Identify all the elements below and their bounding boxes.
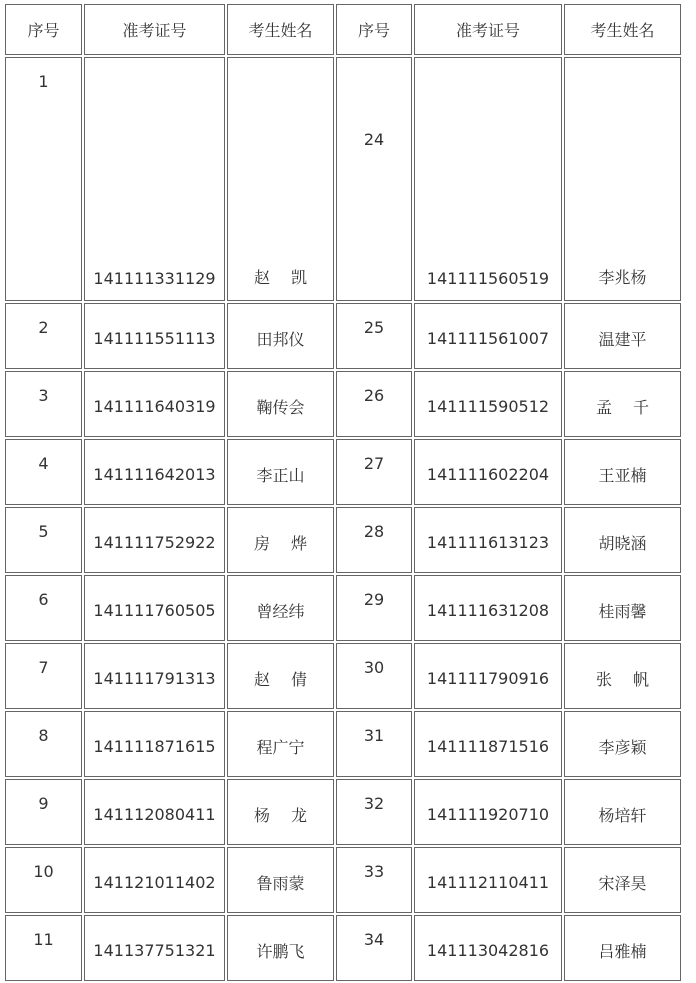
name-right: 张 帆 bbox=[564, 643, 681, 709]
candidate-table bbox=[3, 2, 683, 983]
seq-right: 29 bbox=[336, 575, 412, 641]
name-right: 桂雨馨 bbox=[564, 575, 681, 641]
seq-right: 30 bbox=[336, 643, 412, 709]
exam-id-left: 141111752922 bbox=[84, 507, 225, 573]
exam-id-right: 141111590512 bbox=[414, 371, 562, 437]
exam-id-left: 141137751321 bbox=[84, 915, 225, 981]
table-row bbox=[5, 643, 681, 709]
table-row bbox=[5, 779, 681, 845]
name-right: 杨培轩 bbox=[564, 779, 681, 845]
table-row bbox=[5, 439, 681, 505]
name-right: 李彦颖 bbox=[564, 711, 681, 777]
header-exam-id-right: 准考证号 bbox=[414, 4, 562, 55]
seq-left: 11 bbox=[5, 915, 82, 981]
name-left: 赵 凯 bbox=[227, 57, 334, 301]
exam-id-right: 141111871516 bbox=[414, 711, 562, 777]
seq-right: 26 bbox=[336, 371, 412, 437]
name-right: 李兆杨 bbox=[564, 57, 681, 301]
name-right: 宋泽昊 bbox=[564, 847, 681, 913]
seq-left: 10 bbox=[5, 847, 82, 913]
table-row bbox=[5, 847, 681, 913]
exam-id-right: 141111561007 bbox=[414, 303, 562, 369]
header-exam-id-left: 准考证号 bbox=[84, 4, 225, 55]
exam-id-left: 141121011402 bbox=[84, 847, 225, 913]
name-left: 曾经纬 bbox=[227, 575, 334, 641]
seq-right: 32 bbox=[336, 779, 412, 845]
seq-left: 3 bbox=[5, 371, 82, 437]
exam-id-right: 141113042816 bbox=[414, 915, 562, 981]
table-row bbox=[5, 915, 681, 981]
exam-id-right: 141111602204 bbox=[414, 439, 562, 505]
name-right: 孟 千 bbox=[564, 371, 681, 437]
seq-left: 7 bbox=[5, 643, 82, 709]
seq-right: 27 bbox=[336, 439, 412, 505]
name-right: 吕雅楠 bbox=[564, 915, 681, 981]
seq-left: 6 bbox=[5, 575, 82, 641]
name-right: 王亚楠 bbox=[564, 439, 681, 505]
seq-left: 2 bbox=[5, 303, 82, 369]
name-left: 田邦仪 bbox=[227, 303, 334, 369]
exam-id-left: 141111551113 bbox=[84, 303, 225, 369]
seq-left: 1 bbox=[5, 57, 82, 301]
seq-right: 34 bbox=[336, 915, 412, 981]
exam-id-right: 141112110411 bbox=[414, 847, 562, 913]
table-row bbox=[5, 507, 681, 573]
table-row bbox=[5, 575, 681, 641]
name-left: 李正山 bbox=[227, 439, 334, 505]
name-left: 许鹏飞 bbox=[227, 915, 334, 981]
table-row bbox=[5, 303, 681, 369]
exam-id-left: 141111331129 bbox=[84, 57, 225, 301]
table-row bbox=[5, 711, 681, 777]
seq-right: 33 bbox=[336, 847, 412, 913]
exam-id-right: 141111920710 bbox=[414, 779, 562, 845]
exam-id-left: 141111791313 bbox=[84, 643, 225, 709]
header-row bbox=[5, 4, 681, 55]
exam-id-left: 141111760505 bbox=[84, 575, 225, 641]
header-name-left: 考生姓名 bbox=[227, 4, 334, 55]
exam-id-left: 141111640319 bbox=[84, 371, 225, 437]
name-left: 鞠传会 bbox=[227, 371, 334, 437]
exam-id-right: 141111631208 bbox=[414, 575, 562, 641]
header-seq-left: 序号 bbox=[5, 4, 82, 55]
seq-left: 4 bbox=[5, 439, 82, 505]
name-left: 房 烨 bbox=[227, 507, 334, 573]
seq-right: 24 bbox=[336, 57, 412, 301]
header-seq-right: 序号 bbox=[336, 4, 412, 55]
seq-left: 9 bbox=[5, 779, 82, 845]
seq-left: 5 bbox=[5, 507, 82, 573]
exam-id-left: 141111642013 bbox=[84, 439, 225, 505]
name-right: 胡晓涵 bbox=[564, 507, 681, 573]
name-right: 温建平 bbox=[564, 303, 681, 369]
exam-id-right: 141111560519 bbox=[414, 57, 562, 301]
name-left: 赵 倩 bbox=[227, 643, 334, 709]
header-name-right: 考生姓名 bbox=[564, 4, 681, 55]
exam-id-left: 141112080411 bbox=[84, 779, 225, 845]
exam-id-right: 141111790916 bbox=[414, 643, 562, 709]
exam-id-left: 141111871615 bbox=[84, 711, 225, 777]
seq-left: 8 bbox=[5, 711, 82, 777]
exam-id-right: 141111613123 bbox=[414, 507, 562, 573]
table-row bbox=[5, 57, 681, 301]
seq-right: 25 bbox=[336, 303, 412, 369]
name-left: 鲁雨蒙 bbox=[227, 847, 334, 913]
name-left: 程广宁 bbox=[227, 711, 334, 777]
seq-right: 28 bbox=[336, 507, 412, 573]
table-row bbox=[5, 371, 681, 437]
seq-right: 31 bbox=[336, 711, 412, 777]
name-left: 杨 龙 bbox=[227, 779, 334, 845]
